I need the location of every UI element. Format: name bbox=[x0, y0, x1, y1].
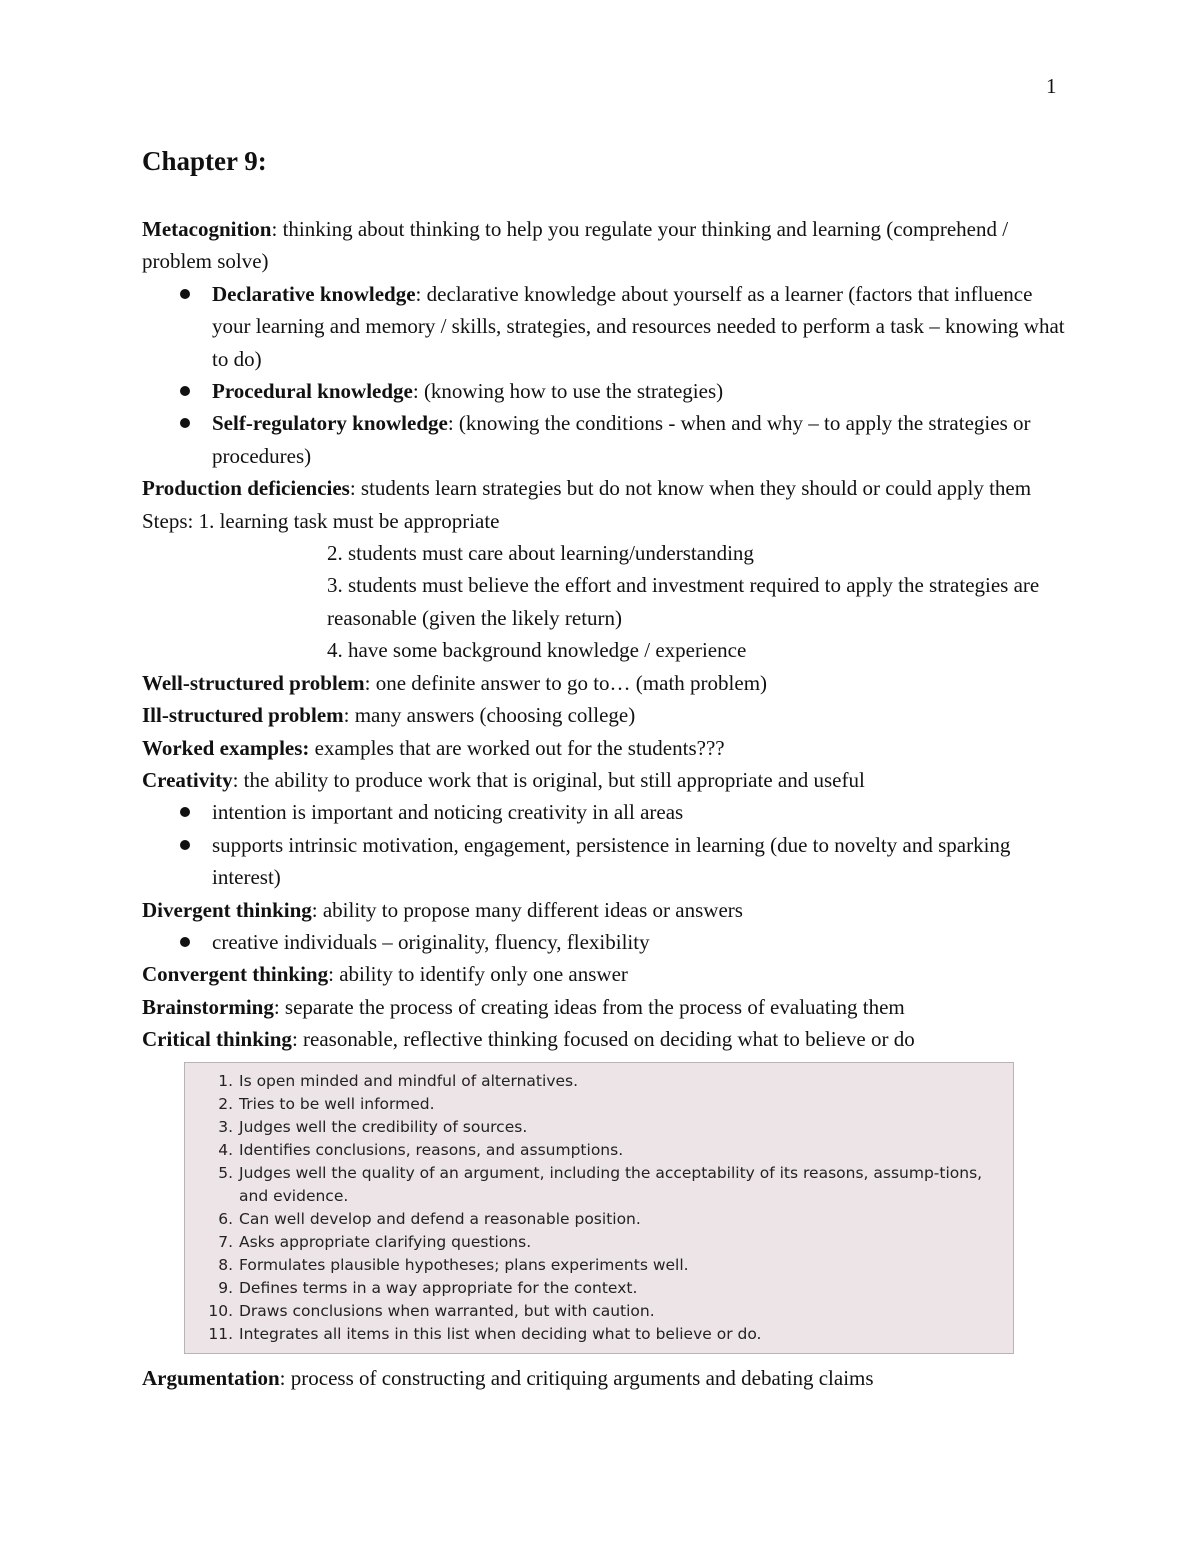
divergent-thinking-definition bbox=[142, 894, 1072, 926]
item-text: Asks appropriate clarifying questions. bbox=[239, 1232, 532, 1251]
critical-thinking-definition bbox=[142, 1023, 1072, 1055]
definition: : thinking about thinking to help you regulate your thinking and learning (comprehend / problem solve) bbox=[142, 217, 1009, 274]
metacognition-list bbox=[142, 278, 1072, 472]
list-item bbox=[195, 1139, 997, 1162]
list-item bbox=[195, 1231, 997, 1254]
term: Critical thinking bbox=[142, 1027, 292, 1052]
definition: : ability to identify only one answer bbox=[328, 962, 628, 987]
definition: : reasonable, reflective thinking focused on deciding what to believe or do bbox=[291, 1027, 915, 1052]
definition: : separate the process of creating ideas from the process of evaluating them bbox=[273, 994, 905, 1019]
metacognition-definition bbox=[142, 213, 1072, 278]
term: Creativity bbox=[142, 767, 233, 792]
term: Brainstorming bbox=[142, 994, 274, 1019]
item-text: Defines terms in a way appropriate for the context. bbox=[239, 1278, 638, 1297]
item-number: 5. bbox=[218, 1163, 233, 1182]
creativity-list bbox=[142, 796, 1072, 893]
worked-examples-definition bbox=[142, 732, 1072, 764]
item-number: 9. bbox=[218, 1278, 233, 1297]
term: Convergent thinking bbox=[142, 962, 329, 987]
item-text: Is open minded and mindful of alternatives. bbox=[239, 1071, 579, 1090]
item-text: Judges well the credibility of sources. bbox=[239, 1117, 528, 1136]
critical-thinking-characteristics-list bbox=[195, 1070, 997, 1346]
item-text: Judges well the quality of an argument, including the acceptability of its reasons, assump-tions, and evidence. bbox=[239, 1163, 983, 1205]
item-text: Formulates plausible hypotheses; plans experiments well. bbox=[239, 1255, 689, 1274]
list-item bbox=[195, 1116, 997, 1139]
list-item bbox=[195, 1208, 997, 1231]
term: Argumentation bbox=[142, 1365, 280, 1390]
term: Divergent thinking bbox=[142, 897, 312, 922]
list-item: creative individuals – originality, fluency, flexibility bbox=[142, 926, 1072, 958]
list-item bbox=[195, 1254, 997, 1277]
term: Declarative knowledge bbox=[212, 281, 416, 306]
list-item: 3. students must believe the effort and investment required to apply the strategies are reasonable (given the likely return) bbox=[327, 573, 1040, 630]
list-item: 4. have some background knowledge / experience bbox=[327, 638, 747, 663]
definition: : (knowing how to use the strategies) bbox=[412, 379, 724, 404]
list-item bbox=[195, 1070, 997, 1093]
item-number: 3. bbox=[218, 1117, 233, 1136]
definition: : ability to propose many different ideas or answers bbox=[311, 897, 743, 922]
term: Production deficiencies bbox=[142, 476, 350, 501]
item-text: Integrates all items in this list when deciding what to believe or do. bbox=[239, 1324, 762, 1343]
term: Well-structured problem bbox=[142, 670, 365, 695]
brainstorming-definition bbox=[142, 991, 1072, 1023]
term: Self-regulatory knowledge bbox=[212, 411, 448, 436]
list-item: supports intrinsic motivation, engagement, persistence in learning (due to novelty and sparking interest) bbox=[142, 829, 1072, 894]
list-item bbox=[142, 278, 1072, 375]
item-text: Can well develop and defend a reasonable position. bbox=[239, 1209, 641, 1228]
item-text: Tries to be well informed. bbox=[239, 1094, 435, 1113]
term: Metacognition bbox=[142, 217, 272, 241]
item-text: Identifies conclusions, reasons, and assumptions. bbox=[239, 1140, 624, 1159]
list-item bbox=[195, 1323, 997, 1346]
critical-thinking-figure bbox=[184, 1062, 1014, 1354]
list-item bbox=[195, 1300, 997, 1323]
page-content bbox=[142, 143, 1072, 1394]
term: Worked examples: bbox=[142, 735, 310, 760]
item-number: 4. bbox=[218, 1140, 233, 1159]
ill-structured-definition bbox=[142, 699, 1072, 731]
item-number: 8. bbox=[218, 1255, 233, 1274]
definition: : students learn strategies but do not know when they should or could apply them Steps: 1. learning task must be appropriate bbox=[142, 476, 1032, 533]
item-number: 1. bbox=[218, 1071, 233, 1090]
item-text: Draws conclusions when warranted, but with caution. bbox=[239, 1301, 655, 1320]
definition: : many answers (choosing college) bbox=[343, 703, 636, 728]
chapter-title: Chapter 9: bbox=[142, 146, 267, 176]
definition: : one definite answer to go to… (math problem) bbox=[364, 670, 768, 695]
definition: : process of constructing and critiquing arguments and debating claims bbox=[279, 1365, 874, 1390]
divergent-list bbox=[142, 926, 1072, 958]
page-number: 1 bbox=[1046, 74, 1057, 98]
definition: : (knowing the conditions - when and why – to apply the strategies or procedures) bbox=[212, 411, 1031, 468]
item-number: 6. bbox=[218, 1209, 233, 1228]
definition: : the ability to produce work that is original, but still appropriate and useful bbox=[232, 767, 865, 792]
definition: examples that are worked out for the students??? bbox=[309, 735, 725, 760]
list-item bbox=[195, 1093, 997, 1116]
list-item bbox=[142, 375, 1072, 407]
list-item: intention is important and noticing creativity in all areas bbox=[142, 796, 1072, 828]
term: Procedural knowledge bbox=[212, 379, 413, 404]
item-number: 7. bbox=[218, 1232, 233, 1251]
production-deficiencies-definition bbox=[142, 472, 1072, 537]
definition: : declarative knowledge about yourself as a learner (factors that influence your learning and memory / skills, strategies, and resources needed to perform a task – knowing what to do) bbox=[212, 281, 1065, 371]
list-item bbox=[195, 1162, 997, 1208]
item-number: 11. bbox=[208, 1324, 233, 1343]
creativity-definition bbox=[142, 764, 1072, 796]
production-steps-list bbox=[142, 537, 1072, 667]
list-item bbox=[142, 407, 1072, 472]
item-number: 2. bbox=[218, 1094, 233, 1113]
item-number: 10. bbox=[208, 1301, 233, 1320]
list-item bbox=[195, 1277, 997, 1300]
well-structured-definition bbox=[142, 667, 1072, 699]
convergent-thinking-definition bbox=[142, 958, 1072, 990]
term: Ill-structured problem bbox=[142, 703, 344, 728]
argumentation-definition bbox=[142, 1362, 1072, 1394]
list-item: 2. students must care about learning/understanding bbox=[327, 541, 754, 566]
